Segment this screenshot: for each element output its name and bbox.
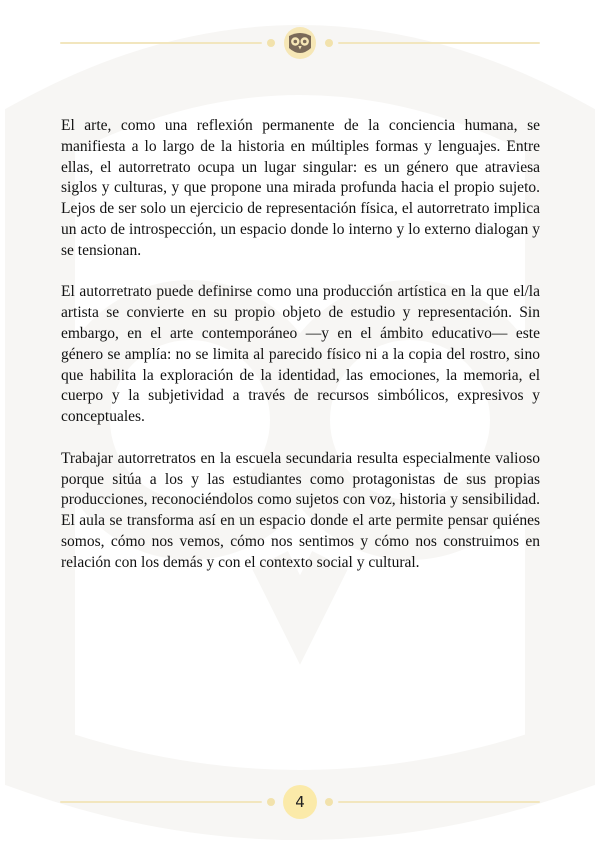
header-rule-right xyxy=(338,42,540,44)
paragraph-1: El arte, como una reflexión permanente de la conciencia humana, se manifiesta a lo largo de la historia en múltiples formas y lenguajes. Entre ellas, el autorretrato ocupa un lugar singular: es un género que atraviesa siglos y culturas, y que propone una mirada profunda hacia el propio sujeto. Lejos de ser solo un ejercicio de representación física, el autorretrato implica un acto de introspección, un espacio donde lo interno y lo externo dialogan y se tensionan. xyxy=(61,117,540,259)
footer-rule-right xyxy=(338,801,540,803)
owl-icon xyxy=(283,26,317,60)
header-dot-right xyxy=(325,39,333,47)
header-rule-left xyxy=(60,42,262,44)
paragraph-2: El autorretrato puede definirse como una producción artística en la que el/la artista se convierte en su propio objeto de estudio y representación. Sin embargo, en el arte contemporáneo —y en el ámbito educativo— este género se amplía: no se limita al parecido físico ni a la copia del rostro, sino que habilita la exploración de la identidad, las emociones, la memoria, el cuerpo y la subjetividad a través de recursos simbólicos, expresivos y conceptuales. xyxy=(61,283,540,426)
page-header xyxy=(60,26,540,60)
header-dot-left xyxy=(267,39,275,47)
page-number: 4 xyxy=(283,785,317,819)
paragraph-3: Trabajar autorretratos en la escuela secundaria resulta especialmente valioso porque sitúa a los y las estudiantes como protagonistas de sus propias producciones, reconociéndolos como sujetos con voz, historia y sensibilidad. El aula se transforma así en un espacio donde el arte permite pensar quiénes somos, cómo nos vemos, cómo nos sentimos y cómo nos construimos en relación con los demás y con el contexto social y cultural. xyxy=(61,449,540,571)
page-footer xyxy=(60,785,540,819)
footer-dot-right xyxy=(325,798,333,806)
body-text xyxy=(61,116,540,574)
footer-dot-left xyxy=(267,798,275,806)
footer-rule-left xyxy=(60,801,262,803)
